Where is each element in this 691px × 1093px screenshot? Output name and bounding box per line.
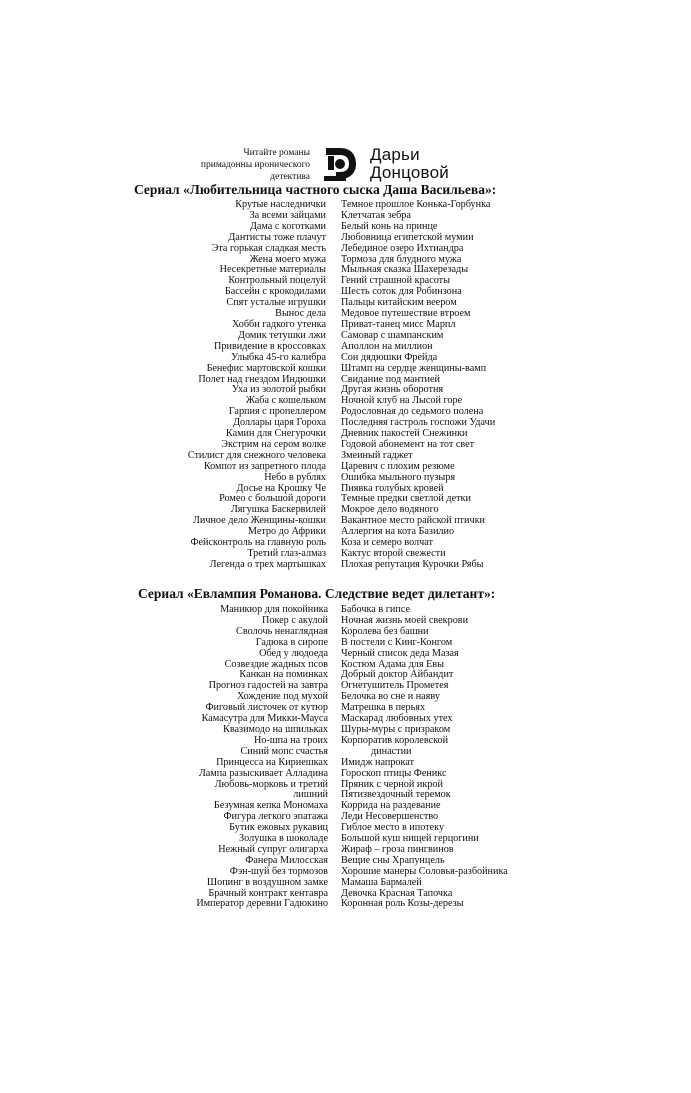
book-title: Вынос дела bbox=[275, 308, 326, 320]
book-title: Дантисты тоже плачут bbox=[228, 231, 326, 243]
book-title: Аллергия на кота Базилио bbox=[341, 526, 455, 538]
book-title: Жаба с кошельком bbox=[245, 395, 326, 407]
book-title: Коронная роль Козы-дерезы bbox=[341, 898, 464, 910]
series2-right-column bbox=[341, 605, 508, 910]
series1-title: Сериал «Любительница частного сыска Даша Васильева»: bbox=[134, 182, 497, 197]
book-title: Жена моего мужа bbox=[249, 253, 326, 265]
book-title: Нежный супруг олигарха bbox=[218, 843, 328, 855]
book-title: Ночной клуб на Лысой горе bbox=[341, 395, 463, 407]
book-title: Дневник пакостей Снежинки bbox=[341, 428, 468, 440]
book-title: Шопинг в воздушном замке bbox=[206, 876, 328, 888]
book-title: Шуры-муры с призраком bbox=[341, 723, 451, 735]
book-title: Хорошие манеры Соловья-разбойника bbox=[341, 865, 508, 877]
book-title: Последняя гастроль госпожи Удачи bbox=[341, 417, 496, 429]
book-title: Третий глаз-алмаз bbox=[247, 548, 326, 559]
book-title: Клетчатая зебра bbox=[341, 209, 411, 221]
book-title: Маникюр для покойника bbox=[220, 604, 328, 615]
book-title: Царевич с плохим резюме bbox=[341, 460, 455, 472]
promo-header bbox=[150, 142, 550, 184]
book-title: Брачный контракт кентавра bbox=[208, 887, 328, 899]
book-title: Квазимодо на шпильках bbox=[223, 723, 328, 735]
book-title: Гений страшной красоты bbox=[341, 275, 450, 287]
book-title: Император деревни Гадюкино bbox=[196, 898, 328, 910]
book-title: Родословная до седьмого полена bbox=[341, 406, 484, 418]
book-title: Но-шпа на троих bbox=[253, 734, 328, 746]
author-first-line: Дарьи bbox=[370, 145, 420, 164]
book-title: Обед у людоеда bbox=[259, 647, 328, 659]
book-title: Бабочка в гипсе bbox=[341, 604, 410, 615]
book-title: Хобби гадкого утенка bbox=[232, 318, 326, 330]
book-title: Любовь-морковь и третий bbox=[214, 778, 328, 790]
book-title: Покер с акулой bbox=[262, 614, 328, 626]
book-title: Матрешка в перьях bbox=[341, 702, 426, 714]
book-title: Полет над гнездом Индюшки bbox=[198, 373, 326, 385]
book-title: Прогноз гадостей на завтра bbox=[208, 680, 328, 692]
book-title: Дама с коготками bbox=[249, 220, 326, 232]
book-title: Легенда о трех мартышках bbox=[209, 558, 326, 570]
book-title: Золушка в шоколаде bbox=[239, 833, 328, 845]
book-title: Уха из золотой рыбки bbox=[231, 384, 326, 396]
book-title: Свидание под мантией bbox=[341, 373, 440, 385]
book-title: За всеми зайцами bbox=[249, 209, 326, 221]
book-title: Доллары царя Гороха bbox=[233, 417, 326, 429]
book-title: Гадюка в сиропе bbox=[255, 636, 328, 648]
book-title: Штамп на сердце женщины-вамп bbox=[341, 362, 487, 374]
book-title: Приват-танец мисс Марпл bbox=[341, 318, 456, 330]
book-title: Компот из запретного плода bbox=[203, 460, 326, 472]
book-title: Костюм Адама для Евы bbox=[341, 658, 444, 670]
book-title: Канкан на поминках bbox=[239, 669, 328, 681]
book-title: Темные предки светлой детки bbox=[341, 493, 471, 505]
book-title: Фэн-шуй без тормозов bbox=[229, 865, 328, 877]
book-title: Ромео с большой дороги bbox=[219, 493, 326, 505]
book-title: династии bbox=[371, 745, 412, 757]
book-title: Коза и семеро волчат bbox=[341, 537, 433, 549]
book-title: Фейсконтроль на главную роль bbox=[190, 537, 326, 549]
book-title: Самовар с шампанским bbox=[341, 329, 444, 341]
promo-tagline bbox=[180, 147, 310, 183]
book-title: Гарпия с пропеллером bbox=[228, 406, 326, 418]
book-title: Вакантное место райской птички bbox=[341, 515, 485, 527]
book-title: Хождение под мухой bbox=[236, 691, 328, 703]
book-title: Бенефис мартовской кошки bbox=[206, 362, 326, 374]
book-title: Ночная жизнь моей свекрови bbox=[341, 614, 469, 626]
book-title: Фиговый листочек от кутюр bbox=[205, 702, 328, 714]
book-title: Стилист для снежного человека bbox=[187, 449, 326, 461]
book-title: Личное дело Женщины-кошки bbox=[193, 515, 326, 527]
book-title: Пряник с черной икрой bbox=[341, 778, 443, 790]
book-title: Пиявка голубых кровей bbox=[341, 482, 444, 494]
book-title: Темное прошлое Конька-Горбунка bbox=[341, 199, 491, 210]
book-title: Несекретные материалы bbox=[219, 264, 326, 276]
book-title: Большой куш нищей герцогини bbox=[341, 833, 479, 845]
book-title: Спят усталые игрушки bbox=[226, 297, 326, 309]
book-title: Добрый доктор Айбандит bbox=[341, 669, 454, 681]
book-title: Привидение в кроссовках bbox=[214, 340, 326, 352]
book-title: Фанера Милосская bbox=[245, 854, 328, 866]
book-title: Камасутра для Микки-Мауса bbox=[201, 713, 328, 725]
book-title: Пятизвездочный теремок bbox=[341, 789, 451, 801]
book-title: Огнетушитель Прометея bbox=[341, 680, 449, 692]
book-title: Имидж напрокат bbox=[341, 756, 415, 768]
book-title: Контрольный поцелуй bbox=[228, 275, 326, 287]
book-title: Метро до Африки bbox=[247, 526, 326, 538]
book-title: Другая жизнь оборотня bbox=[341, 384, 444, 396]
book-title: Сон дядюшки Фрейда bbox=[341, 351, 438, 363]
book-title: Мамаша Бармалей bbox=[341, 876, 422, 888]
book-title: Гиблое место в ипотеку bbox=[341, 822, 445, 834]
book-title: Домик тетушки лжи bbox=[238, 329, 326, 341]
book-title: Вещие сны Храпунцель bbox=[341, 854, 445, 866]
book-title: Леди Несовершенство bbox=[341, 811, 439, 823]
book-title: Бассейн с крокодилами bbox=[224, 286, 326, 298]
book-title: Лебединое озеро Ихтиандра bbox=[341, 242, 464, 254]
book-title: Сволочь ненаглядная bbox=[236, 625, 328, 637]
book-title: Коррида на раздевание bbox=[341, 800, 441, 812]
book-title: Годовой абонемент на тот свет bbox=[341, 438, 475, 450]
book-title: Тормоза для блудного мужа bbox=[341, 253, 462, 265]
book-title: Ошибка мыльного пузыря bbox=[341, 471, 456, 483]
author-second-line: Донцовой bbox=[370, 163, 449, 182]
book-title: Экстрим на сером волке bbox=[221, 438, 326, 450]
book-title: Безумная кепка Мономаха bbox=[213, 800, 328, 812]
author-name bbox=[370, 146, 449, 182]
tagline-line: Читайте романы bbox=[243, 148, 310, 158]
book-title: Фигура легкого эпатажа bbox=[223, 811, 328, 823]
book-title: Корпоратив королевской bbox=[341, 734, 449, 746]
book-title: Плохая репутация Курочки Рябы bbox=[341, 558, 484, 570]
book-title: Камин для Снегурочки bbox=[225, 428, 326, 440]
tagline-line: примадонны иронического bbox=[200, 160, 310, 170]
book-title: Девочка Красная Тапочка bbox=[341, 887, 453, 899]
tagline-line: детектива bbox=[270, 172, 310, 182]
book-title: Белый конь на принце bbox=[341, 220, 438, 232]
book-title: Лягушка Баскервилей bbox=[230, 504, 326, 516]
book-title: Мыльная сказка Шахерезады bbox=[341, 264, 469, 276]
book-title: Жираф – гроза пингвинов bbox=[341, 843, 454, 855]
book-title: Аполлон на миллион bbox=[341, 340, 433, 352]
book-title: Синий мопс счастья bbox=[240, 745, 328, 757]
book-title: Шесть соток для Робинзона bbox=[341, 286, 462, 298]
series1-left-column bbox=[188, 200, 326, 571]
book-title: Любовница египетской мумии bbox=[341, 231, 474, 243]
book-title: Эта горькая сладкая месть bbox=[211, 242, 326, 254]
book-title: Медовое путешествие втроем bbox=[341, 308, 471, 320]
book-title: Гороскоп птицы Феникс bbox=[341, 767, 447, 779]
book-title: Королева без башни bbox=[341, 625, 429, 637]
book-title: Кактус второй свежести bbox=[341, 548, 446, 559]
book-title: Пальцы китайским веером bbox=[341, 297, 457, 309]
book-title: Небо в рублях bbox=[264, 471, 326, 483]
book-title: Маскарад любовных утех bbox=[341, 713, 453, 725]
book-title: Змеиный гаджет bbox=[341, 449, 413, 461]
book-title: Принцесса на Кириешках bbox=[216, 756, 328, 768]
publisher-logo-icon bbox=[322, 146, 362, 182]
book-title: Мокрое дело водяного bbox=[341, 504, 439, 516]
book-title: В постели с Кинг-Конгом bbox=[341, 636, 453, 648]
book-title: Бутик ежовых рукавиц bbox=[229, 822, 328, 834]
book-title: Созвездие жадных псов bbox=[224, 658, 328, 670]
series1-right-column bbox=[341, 200, 495, 571]
series2-left-column bbox=[196, 605, 328, 910]
book-title: лишний bbox=[293, 789, 328, 801]
book-title: Черный список деда Мазая bbox=[341, 647, 459, 659]
book-title: Досье на Крошку Че bbox=[236, 482, 326, 494]
book-title: Белочка во сне и наяву bbox=[341, 691, 440, 703]
book-title: Лампа разыскивает Алладина bbox=[198, 767, 328, 779]
series2-title: Сериал «Евлампия Романова. Следствие ведет дилетант»: bbox=[138, 586, 496, 601]
book-title: Крутые наследнички bbox=[235, 199, 326, 210]
book-title: Улыбка 45-го калибра bbox=[231, 351, 326, 363]
